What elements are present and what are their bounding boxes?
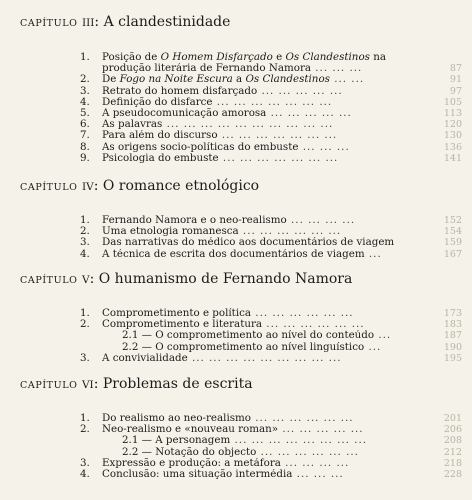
- chapter-label: CAPÍTULO: [20, 380, 78, 391]
- chapter-heading: CAPÍTULO IV: O romance etnológico: [20, 178, 260, 194]
- entry-page: 208: [443, 435, 462, 447]
- entry-page: 218: [443, 457, 462, 469]
- toc-entry: [20, 458, 462, 469]
- leader-dots: ... ... ... ... ... ...: [251, 308, 354, 319]
- toc-entry: [20, 330, 462, 341]
- chapter-label: CAPÍTULO: [20, 182, 78, 193]
- entry-title-italic: Os Clandestinos: [245, 74, 330, 86]
- leader-dots: ... ... ... ... ... ... ... ... ...: [187, 352, 342, 364]
- toc-entry: [20, 130, 462, 141]
- leader-dots: ... ... ... ... ... ... ...: [217, 130, 338, 142]
- leader-dots: ...: [364, 248, 382, 260]
- entry-page: 201: [443, 413, 462, 424]
- entry-title-text: e: [272, 52, 286, 63]
- entry-title: [102, 142, 422, 153]
- entry-page: 105: [443, 96, 462, 108]
- entry-page: 190: [443, 341, 462, 353]
- entry-title-text: Do realismo ao neo-realismo: [102, 413, 251, 424]
- entry-title-text: 2.1 — O comprometimento ao nível do conteúdo: [122, 330, 375, 342]
- entry-title: [102, 74, 422, 85]
- entry-number: 2.: [80, 424, 90, 436]
- leader-dots: ... ... ... ...: [280, 457, 350, 469]
- leader-dots: ... ... ... ... ...: [257, 85, 343, 97]
- entry-number: 2.: [80, 226, 90, 238]
- chapter-title: Problemas de escrita: [102, 376, 253, 392]
- entry-title-text: 2.2 — O comprometimento ao nível linguístico: [122, 341, 365, 353]
- leader-dots: ... ... ...: [292, 468, 344, 480]
- entry-title: [102, 469, 422, 480]
- entry-page: 173: [443, 308, 462, 319]
- entry-title-text: Para além do discurso: [102, 130, 218, 142]
- entry-title-text: Conclusão: uma situação intermédia: [102, 468, 293, 480]
- toc-entry: [20, 226, 462, 237]
- entry-page: 97: [449, 85, 462, 97]
- entry-title-text: a: [232, 74, 246, 86]
- toc-entry: [20, 447, 462, 458]
- entry-title: [102, 119, 422, 130]
- entry-number: 9.: [80, 152, 90, 164]
- entry-number: 8.: [80, 141, 90, 153]
- chapter-heading: CAPÍTULO V: O humanismo de Fernando Namora: [20, 271, 353, 287]
- leader-dots: ... ... ... ... ... ...: [251, 413, 354, 424]
- entry-number: 1.: [80, 413, 90, 424]
- chapter-heading: CAPÍTULO III: A clandestinidade: [20, 14, 231, 30]
- entry-page: 141: [443, 152, 462, 164]
- entry-title-text: Definição do disfarce: [102, 96, 213, 108]
- entry-title-text: produção literária de Fernando Namora: [102, 63, 312, 75]
- entry-title-text: Comprometimento e política: [102, 308, 252, 319]
- entry-number: 3.: [80, 352, 90, 364]
- entry-page: 167: [443, 248, 462, 260]
- entry-title: [102, 108, 422, 119]
- chapter-6: [20, 376, 462, 480]
- leader-dots: ... ... ... ... ... ... ... ... ... ...: [162, 119, 334, 131]
- entry-number: 4.: [80, 96, 90, 108]
- leader-dots: ... ... ... ... ...: [266, 107, 352, 119]
- chapter-heading: CAPÍTULO VI: Problemas de escrita: [20, 376, 253, 392]
- toc-entry: [20, 435, 462, 446]
- toc-entry: [20, 119, 462, 130]
- entry-page: 136: [443, 141, 462, 153]
- entry-title-italic: O Homem Disfarçado: [160, 52, 273, 63]
- toc-entry: [20, 97, 462, 108]
- entry-title: [102, 215, 422, 226]
- chapter-title: O humanismo de Fernando Namora: [98, 271, 353, 287]
- entry-title-text: A pseudocomunicação amorosa: [102, 107, 267, 119]
- entry-page: 152: [443, 215, 462, 226]
- leader-dots: ...: [364, 341, 382, 353]
- chapter-5: [20, 271, 462, 364]
- entry-title-text: Retrato do homem disfarçado: [102, 85, 258, 97]
- entry-number: 7.: [80, 130, 90, 142]
- chapter-roman: VI: [81, 379, 94, 391]
- entry-title: [122, 447, 422, 458]
- entry-number: 3.: [80, 85, 90, 97]
- entry-title: [102, 86, 422, 97]
- entry-title: [102, 353, 422, 364]
- leader-dots: ...: [374, 330, 392, 342]
- leader-dots: ... ... ... ... ... ... ... ...: [230, 435, 367, 447]
- entry-title: [102, 458, 422, 469]
- entry-title-text: Uma etnologia romanesca: [102, 226, 239, 238]
- toc-entry: [20, 52, 462, 63]
- leader-dots: ... ... ...: [298, 141, 350, 153]
- toc-entry: [20, 308, 462, 319]
- entry-title-text: na: [369, 52, 386, 63]
- entry-page: 113: [443, 107, 462, 119]
- entry-page: 183: [443, 319, 462, 331]
- toc-entry: [20, 215, 462, 226]
- toc-entry: [20, 342, 462, 353]
- leader-dots: ... ... ... ... ... ...: [238, 226, 342, 238]
- entry-title-text: Comprometimento e literatura: [102, 319, 263, 331]
- entry-title: [102, 424, 422, 435]
- entry-title: [102, 413, 422, 424]
- chapter-title: O romance etnológico: [102, 178, 260, 194]
- entry-number: 5.: [80, 107, 90, 119]
- entry-title-text: Das narrativas do médico aos documentários de viagem: [102, 237, 395, 249]
- chapter-label: CAPÍTULO: [20, 275, 78, 286]
- entry-number: 2.: [80, 74, 90, 86]
- entry-page: 154: [443, 226, 462, 238]
- entry-title: [102, 226, 422, 237]
- entry-page: 187: [443, 330, 462, 342]
- toc-entry: [20, 319, 462, 330]
- entry-page: 159: [443, 237, 462, 249]
- entry-number: 3.: [80, 457, 90, 469]
- leader-dots: ... ... ... ... ... ... ...: [218, 152, 339, 164]
- entry-page: 91: [449, 74, 462, 86]
- entry-title: [122, 435, 422, 446]
- entry-title-text: Neo-realismo e «nouveau roman»: [102, 424, 279, 436]
- entry-page: 120: [443, 119, 462, 131]
- entry-title: [122, 342, 422, 353]
- toc-entry: [20, 469, 462, 480]
- toc-entry: [20, 424, 462, 435]
- chapter-items: [20, 52, 462, 164]
- chapter-items: [20, 413, 462, 480]
- entry-title: [102, 237, 422, 248]
- entry-title: [102, 319, 422, 330]
- entry-title-text: As palavras: [102, 119, 163, 131]
- entry-title-italic: Os Clandestinos: [285, 52, 370, 63]
- entry-number: 1.: [80, 215, 90, 226]
- toc-entry: [20, 142, 462, 153]
- leader-dots: ... ... ...: [311, 63, 363, 75]
- entry-number: 1.: [80, 308, 90, 319]
- leader-dots: ... ... ... ... ... ...: [256, 446, 359, 458]
- chapter-items: [20, 308, 462, 364]
- entry-page: 87: [449, 63, 462, 75]
- chapter-roman: V: [81, 274, 90, 286]
- entry-title: [102, 97, 422, 108]
- entry-title-text: As origens socio-políticas do embuste: [102, 141, 299, 153]
- entry-title-text: 2.2 — Notação do objecto: [122, 446, 257, 458]
- entry-page: 228: [443, 468, 462, 480]
- entry-title-text: Psicologia do embuste: [102, 152, 219, 164]
- entry-page: 206: [443, 424, 462, 436]
- entry-title: [102, 52, 422, 63]
- entry-title-text: Expressão e produção: a metáfora: [102, 457, 281, 469]
- leader-dots: ... ... ... ...: [286, 215, 356, 226]
- entry-number: 3.: [80, 237, 90, 249]
- toc-entry: [20, 108, 462, 119]
- entry-title: [102, 63, 422, 74]
- entry-title-text: A convivialidade: [102, 352, 188, 364]
- entry-number: 4.: [80, 248, 90, 260]
- entry-number: 4.: [80, 468, 90, 480]
- entry-number: 6.: [80, 119, 90, 131]
- toc-entry: [20, 413, 462, 424]
- entry-title-text: A técnica de escrita dos documentários de viagem: [102, 248, 365, 260]
- entry-number: 1.: [80, 52, 90, 63]
- entry-title-italic: Fogo na Noite Escura: [119, 74, 233, 86]
- entry-title: [122, 330, 422, 341]
- chapter-roman: III: [81, 17, 95, 29]
- entry-page: 212: [443, 446, 462, 458]
- entry-title-text: 2.1 — A personagem: [122, 435, 231, 447]
- chapter-label: CAPÍTULO: [20, 18, 78, 29]
- leader-dots: ... ... ... ... ... ... ...: [212, 96, 333, 108]
- entry-page: 195: [443, 352, 462, 364]
- toc-entry: [20, 74, 462, 85]
- toc-entry: [20, 353, 462, 364]
- entry-title: [102, 130, 422, 141]
- entry-title: [102, 308, 422, 319]
- chapter-roman: IV: [81, 181, 94, 193]
- entry-title: [102, 249, 422, 260]
- toc-entry: [20, 63, 462, 74]
- chapter-3: [20, 14, 462, 164]
- toc-entry: [20, 249, 462, 260]
- toc-entry: [20, 86, 462, 97]
- toc-entry: [20, 237, 462, 248]
- entry-title-text: Posição de: [102, 52, 161, 63]
- toc-entry: [20, 153, 462, 164]
- chapter-title: A clandestinidade: [103, 14, 231, 30]
- chapter-4: [20, 178, 462, 260]
- chapter-items: [20, 215, 462, 260]
- entry-page: 130: [443, 130, 462, 142]
- leader-dots: ... ... ... ... ...: [278, 424, 364, 436]
- entry-title: [102, 153, 422, 164]
- entry-number: 2.: [80, 319, 90, 331]
- leader-dots: ... ... ... ... ... ...: [262, 319, 365, 331]
- entry-title-text: Fernando Namora e o neo-realismo: [102, 215, 287, 226]
- entry-title-text: De: [102, 74, 120, 86]
- leader-dots: ... ...: [329, 74, 365, 86]
